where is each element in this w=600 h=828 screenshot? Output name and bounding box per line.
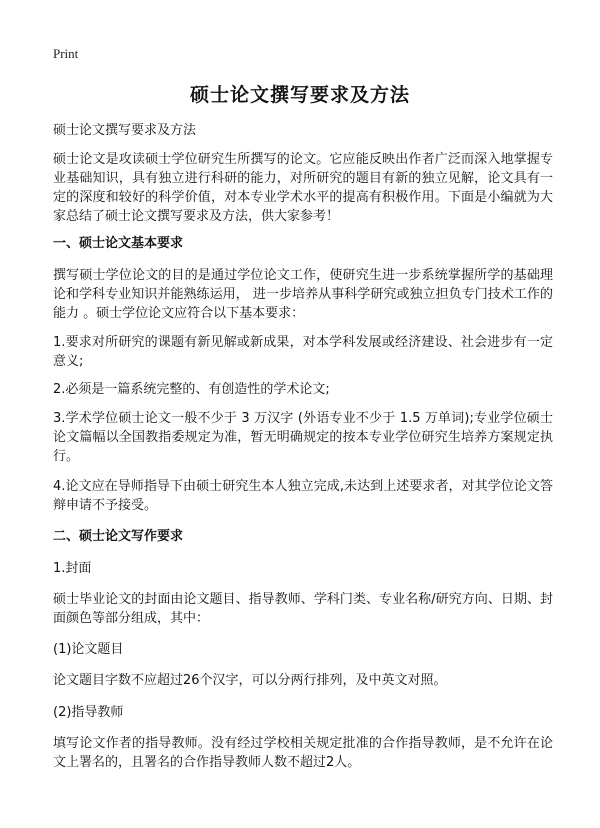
document-subtitle: 硕士论文撰写要求及方法 — [53, 123, 197, 138]
section-1-heading: 一、硕士论文基本要求 — [53, 236, 184, 251]
section-2-heading: 二、硕士论文写作要求 — [53, 529, 184, 544]
thesis-title-description: 论文题目字数不应超过26个汉字，可以分两行排列，及中英文对照。 — [53, 673, 447, 688]
print-link[interactable]: Print — [53, 46, 79, 61]
requirement-item-4: 4.论文应在导师指导下由硕士研究生本人独立完成,未达到上述要求者，对其学位论文答辩申请不予接受。 — [53, 479, 553, 513]
requirement-item-2: 2.必须是一篇系统完整的、有创造性的学术论文; — [53, 382, 330, 397]
requirement-item-1: 1.要求对所研究的课题有新见解或新成果，对本学科发展或经济建设、社会进步有一定意义; — [53, 335, 553, 369]
advisor-description: 填写论文作者的指导教师。没有经过学校相关规定批准的合作指导教师，是不允许在论文上署名的，且署名的合作指导教师人数不超过2人。 — [53, 736, 553, 770]
cover-description: 硕士毕业论文的封面由论文题目、指导教师、学科门类、专业名称/研究方向、日期、封面颜色等部分组成，其中： — [53, 592, 553, 626]
section-1-intro: 撰写硕士学位论文的目的是通过学位论文工作，使研究生进一步系统掌握所学的基础理论和学科专业知识并能熟练运用， 进一步培养从事科学研究或独立担负专门技术工作的能力 。硕士学位论文应符合以下基本要求： — [53, 268, 553, 321]
subsection-cover: 1.封面 — [53, 561, 92, 576]
subsection-advisor: (2)指导教师 — [53, 705, 124, 720]
requirement-item-3: 3.学术学位硕士论文一般不少于 3 万汉字 (外语专业不少于 1.5 万单词);专业学位硕士论文篇幅以全国教指委规定为准，暂无明确规定的按本专业学位研究生培养方案规定执行。 — [53, 411, 553, 464]
page-title: 硕士论文撰写要求及方法 — [189, 84, 410, 106]
subsection-thesis-title: (1)论文题目 — [53, 642, 124, 657]
intro-paragraph: 硕士论文是攻读硕士学位研究生所撰写的论文。它应能反映出作者广泛而深入地掌握专业基础知识，具有独立进行科研的能力，对所研究的题目有新的独立见解，论文具有一定的深度和较好的科学价值，对本专业学术水平的提高有积极作用。下面是小编就为大家总结了硕士论文撰写要求及方法，供大家参考！ — [53, 152, 553, 224]
